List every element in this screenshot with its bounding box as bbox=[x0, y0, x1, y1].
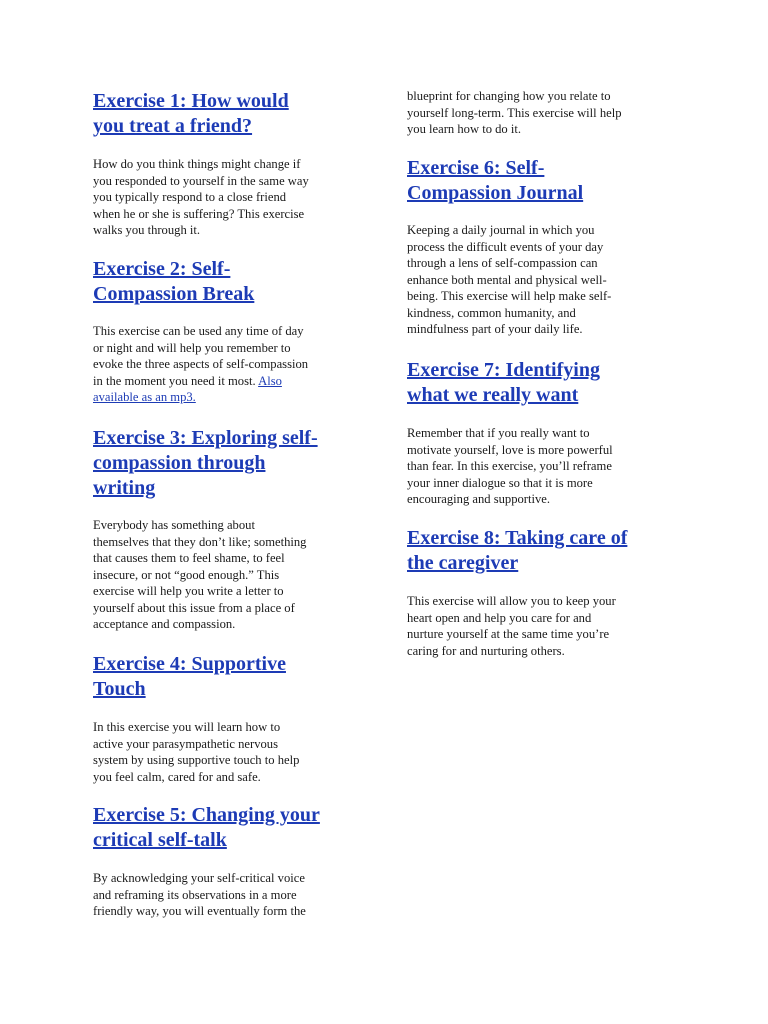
text-line: exercise will help you write a letter to bbox=[93, 584, 284, 598]
exercise-7-title-line[interactable]: Exercise 7: Identifying bbox=[407, 359, 600, 381]
exercise-6-description bbox=[407, 222, 611, 338]
exercise-7-description bbox=[407, 425, 613, 508]
text-line: friendly way, you will eventually form the bbox=[93, 904, 306, 918]
text-line: This exercise can be used any time of day bbox=[93, 324, 304, 338]
text-line: encouraging and supportive. bbox=[407, 492, 551, 506]
exercise-2-description bbox=[93, 323, 308, 406]
text-line: when he or she is suffering? This exercise bbox=[93, 206, 305, 221]
text-line: process the difficult events of your day bbox=[407, 239, 604, 254]
text-line: you learn how to do it. bbox=[407, 122, 522, 136]
text-line: kindness, common humanity, and bbox=[407, 305, 576, 320]
exercise-1-title-line[interactable]: you treat a friend? bbox=[93, 115, 253, 137]
exercise-1-title-link[interactable] bbox=[93, 89, 289, 139]
text-line: you feel calm, cared for and safe. bbox=[93, 769, 261, 784]
exercise-7-title-link[interactable] bbox=[407, 358, 600, 408]
exercise-8-description bbox=[407, 593, 616, 659]
text-fragment: in the moment you need it most. bbox=[93, 373, 259, 388]
text-line: caring for and nurturing others. bbox=[407, 643, 565, 658]
text-line: being. This exercise will help make self- bbox=[407, 289, 612, 303]
text-line: motivate yourself, love is more powerful bbox=[407, 442, 613, 457]
exercise-2-title-link[interactable] bbox=[93, 257, 254, 307]
exercise-6-title-line[interactable]: Compassion Journal bbox=[407, 182, 584, 204]
exercise-8-title-line[interactable]: Exercise 8: Taking care of bbox=[407, 527, 628, 549]
text-line: nurture yourself at the same time you’re bbox=[407, 627, 610, 641]
exercise-4-title-link[interactable] bbox=[93, 652, 286, 702]
text-line: or night and will help you remember to bbox=[93, 340, 291, 355]
exercise-1-title-line[interactable]: Exercise 1: How would bbox=[93, 90, 289, 112]
text-line: yourself long-term. This exercise will help bbox=[407, 105, 622, 120]
text-line: enhance both mental and physical well- bbox=[407, 272, 607, 287]
text-line: Remember that if you really want to bbox=[407, 426, 590, 440]
text-line: walks you through it. bbox=[93, 223, 201, 237]
text-line: you typically respond to a close friend bbox=[93, 190, 287, 204]
text-line: than fear. In this exercise, you’ll reframe bbox=[407, 459, 612, 473]
text-line: Keeping a daily journal in which you bbox=[407, 223, 595, 237]
text-line: This exercise will allow you to keep your bbox=[407, 594, 616, 608]
exercise-6-title-line[interactable]: Exercise 6: Self- bbox=[407, 157, 545, 179]
text-line: blueprint for changing how you relate to bbox=[407, 89, 611, 103]
text-line: you responded to yourself in the same way bbox=[93, 173, 309, 188]
exercise-5-title-link[interactable] bbox=[93, 803, 320, 853]
exercise-5-title-line[interactable]: Exercise 5: Changing your bbox=[93, 804, 320, 826]
text-line: evoke the three aspects of self-compassion bbox=[93, 357, 309, 371]
exercise-3-title-line[interactable]: compassion through bbox=[93, 452, 266, 474]
exercise-4-title-line[interactable]: Exercise 4: Supportive bbox=[93, 653, 286, 675]
text-line: that causes them to feel shame, to feel bbox=[93, 551, 285, 565]
text-line: heart open and help you care for and bbox=[407, 610, 592, 625]
text-line: system by using supportive touch to help bbox=[93, 753, 300, 767]
exercise-5-description bbox=[93, 870, 306, 920]
text-line: How do you think things might change if bbox=[93, 157, 301, 171]
exercise-3-title-link[interactable] bbox=[93, 426, 318, 501]
exercise-6-title-link[interactable] bbox=[407, 156, 583, 206]
text-line bbox=[93, 373, 308, 390]
text-line: through a lens of self-compassion can bbox=[407, 256, 598, 270]
exercise-5-title-line[interactable]: critical self-talk bbox=[93, 829, 227, 851]
text-line: yourself about this issue from a place of bbox=[93, 600, 295, 615]
exercise-2-title-line[interactable]: Exercise 2: Self- bbox=[93, 258, 231, 280]
exercise-5-description-continued bbox=[407, 88, 622, 138]
exercise-8-title-link[interactable] bbox=[407, 526, 627, 576]
exercise-7-title-line[interactable]: what we really want bbox=[407, 384, 579, 406]
text-line: In this exercise you will learn how to bbox=[93, 720, 281, 734]
exercise-3-title-line[interactable]: Exercise 3: Exploring self- bbox=[93, 427, 318, 449]
text-line: By acknowledging your self-critical voice bbox=[93, 871, 305, 885]
mp3-link-continued[interactable]: available as an mp3. bbox=[93, 390, 196, 404]
text-line: and reframing its observations in a more bbox=[93, 887, 297, 902]
text-line: Everybody has something about bbox=[93, 518, 255, 532]
exercise-4-title-line[interactable]: Touch bbox=[93, 678, 146, 700]
text-line bbox=[93, 389, 308, 406]
exercise-1-description bbox=[93, 156, 309, 239]
text-line: your inner dialogue so that it is more bbox=[407, 475, 593, 490]
text-line: mindfulness part of your daily life. bbox=[407, 322, 583, 336]
text-line: acceptance and compassion. bbox=[93, 617, 236, 631]
mp3-link[interactable]: Also bbox=[258, 373, 282, 388]
exercise-4-description bbox=[93, 719, 299, 785]
exercise-3-title-line[interactable]: writing bbox=[93, 477, 156, 499]
text-line: insecure, or not “good enough.” This bbox=[93, 567, 280, 582]
exercise-3-description bbox=[93, 517, 306, 633]
text-line: active your parasympathetic nervous bbox=[93, 736, 278, 751]
text-line: themselves that they don’t like; something bbox=[93, 534, 307, 549]
exercise-2-title-line[interactable]: Compassion Break bbox=[93, 283, 255, 305]
exercise-8-title-line[interactable]: the caregiver bbox=[407, 552, 519, 574]
